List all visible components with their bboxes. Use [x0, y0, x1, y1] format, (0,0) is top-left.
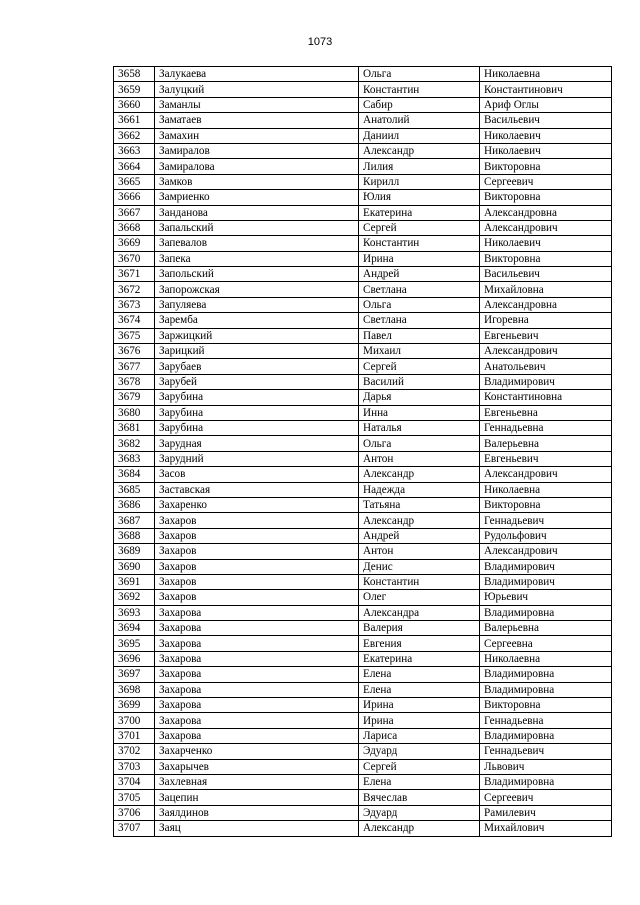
first-name-cell: Константин [359, 82, 480, 97]
first-name-cell: Елена [359, 774, 480, 789]
row-number-cell: 3664 [114, 159, 155, 174]
table-row [114, 497, 612, 512]
table-row [114, 513, 612, 528]
patronymic-cell: Евгеньевич [480, 451, 612, 466]
patronymic-cell: Валерьевна [480, 621, 612, 636]
last-name-cell: Захарченко [155, 744, 359, 759]
patronymic-cell: Николаевна [480, 651, 612, 666]
patronymic-cell: Викторовна [480, 698, 612, 713]
patronymic-cell: Васильевич [480, 113, 612, 128]
last-name-cell: Зарицкий [155, 344, 359, 359]
patronymic-cell: Александрович [480, 344, 612, 359]
row-number-cell: 3699 [114, 698, 155, 713]
table-row [114, 67, 612, 82]
table-row [114, 390, 612, 405]
row-number-cell: 3701 [114, 728, 155, 743]
last-name-cell: Зарубаев [155, 359, 359, 374]
first-name-cell: Ольга [359, 436, 480, 451]
table-row [114, 528, 612, 543]
first-name-cell: Андрей [359, 267, 480, 282]
patronymic-cell: Викторовна [480, 251, 612, 266]
table-row [114, 559, 612, 574]
table-row [114, 728, 612, 743]
last-name-cell: Заялдинов [155, 805, 359, 820]
patronymic-cell: Владимировна [480, 774, 612, 789]
patronymic-cell: Ариф Оглы [480, 97, 612, 112]
table-row [114, 805, 612, 820]
patronymic-cell: Геннадьевич [480, 744, 612, 759]
table-row [114, 636, 612, 651]
row-number-cell: 3687 [114, 513, 155, 528]
first-name-cell: Константин [359, 574, 480, 589]
row-number-cell: 3680 [114, 405, 155, 420]
patronymic-cell: Николаевич [480, 128, 612, 143]
row-number-cell: 3707 [114, 821, 155, 836]
last-name-cell: Запуляева [155, 297, 359, 312]
row-number-cell: 3661 [114, 113, 155, 128]
last-name-cell: Зарудная [155, 436, 359, 451]
last-name-cell: Зарубей [155, 374, 359, 389]
row-number-cell: 3660 [114, 97, 155, 112]
first-name-cell: Александра [359, 605, 480, 620]
last-name-cell: Залуцкий [155, 82, 359, 97]
table-row [114, 436, 612, 451]
last-name-cell: Заставская [155, 482, 359, 497]
table-row [114, 143, 612, 158]
first-name-cell: Александр [359, 821, 480, 836]
row-number-cell: 3692 [114, 590, 155, 605]
last-name-cell: Захаров [155, 544, 359, 559]
row-number-cell: 3658 [114, 67, 155, 82]
row-number-cell: 3679 [114, 390, 155, 405]
first-name-cell: Наталья [359, 420, 480, 435]
patronymic-cell: Игоревна [480, 313, 612, 328]
last-name-cell: Залукаева [155, 67, 359, 82]
first-name-cell: Инна [359, 405, 480, 420]
first-name-cell: Эдуард [359, 744, 480, 759]
patronymic-cell: Константиновна [480, 390, 612, 405]
table-row [114, 405, 612, 420]
table-row [114, 297, 612, 312]
first-name-cell: Александр [359, 513, 480, 528]
row-number-cell: 3705 [114, 790, 155, 805]
first-name-cell: Евгения [359, 636, 480, 651]
row-number-cell: 3668 [114, 220, 155, 235]
table-row [114, 205, 612, 220]
patronymic-cell: Владимировна [480, 682, 612, 697]
first-name-cell: Надежда [359, 482, 480, 497]
last-name-cell: Захаров [155, 590, 359, 605]
last-name-cell: Захарова [155, 682, 359, 697]
table-row [114, 744, 612, 759]
first-name-cell: Антон [359, 544, 480, 559]
patronymic-cell: Викторовна [480, 159, 612, 174]
last-name-cell: Зацепин [155, 790, 359, 805]
table-row [114, 328, 612, 343]
last-name-cell: Захарова [155, 728, 359, 743]
first-name-cell: Дарья [359, 390, 480, 405]
first-name-cell: Александр [359, 143, 480, 158]
patronymic-cell: Александровна [480, 297, 612, 312]
last-name-cell: Захаренко [155, 497, 359, 512]
last-name-cell: Запальский [155, 220, 359, 235]
last-name-cell: Захарова [155, 667, 359, 682]
last-name-cell: Замков [155, 174, 359, 189]
table-row [114, 190, 612, 205]
table-row [114, 97, 612, 112]
table-row [114, 82, 612, 97]
row-number-cell: 3703 [114, 759, 155, 774]
row-number-cell: 3665 [114, 174, 155, 189]
table-row [114, 605, 612, 620]
patronymic-cell: Викторовна [480, 497, 612, 512]
last-name-cell: Захарова [155, 713, 359, 728]
patronymic-cell: Владимировна [480, 667, 612, 682]
last-name-cell: Захарова [155, 651, 359, 666]
row-number-cell: 3689 [114, 544, 155, 559]
first-name-cell: Андрей [359, 528, 480, 543]
last-name-cell: Захарова [155, 605, 359, 620]
last-name-cell: Захлевная [155, 774, 359, 789]
table-row [114, 590, 612, 605]
row-number-cell: 3682 [114, 436, 155, 451]
row-number-cell: 3675 [114, 328, 155, 343]
table-row [114, 774, 612, 789]
last-name-cell: Замиралова [155, 159, 359, 174]
row-number-cell: 3663 [114, 143, 155, 158]
first-name-cell: Ирина [359, 251, 480, 266]
first-name-cell: Эдуард [359, 805, 480, 820]
last-name-cell: Запевалов [155, 236, 359, 251]
table-row [114, 682, 612, 697]
last-name-cell: Засов [155, 467, 359, 482]
patronymic-cell: Сергеевич [480, 174, 612, 189]
first-name-cell: Павел [359, 328, 480, 343]
table-row [114, 574, 612, 589]
page-number: 1073 [307, 36, 333, 48]
last-name-cell: Захарова [155, 698, 359, 713]
patronymic-cell: Анатольевич [480, 359, 612, 374]
first-name-cell: Михаил [359, 344, 480, 359]
table-row [114, 698, 612, 713]
patronymic-cell: Михайловна [480, 282, 612, 297]
last-name-cell: Зарудний [155, 451, 359, 466]
table-row [114, 790, 612, 805]
last-name-cell: Запека [155, 251, 359, 266]
row-number-cell: 3691 [114, 574, 155, 589]
first-name-cell: Ирина [359, 698, 480, 713]
patronymic-cell: Рамилевич [480, 805, 612, 820]
patronymic-cell: Васильевич [480, 267, 612, 282]
table-row [114, 113, 612, 128]
patronymic-cell: Владимирович [480, 559, 612, 574]
first-name-cell: Анатолий [359, 113, 480, 128]
table-row [114, 236, 612, 251]
row-number-cell: 3706 [114, 805, 155, 820]
table-row [114, 282, 612, 297]
row-number-cell: 3676 [114, 344, 155, 359]
patronymic-cell: Рудольфович [480, 528, 612, 543]
first-name-cell: Сергей [359, 759, 480, 774]
table-row [114, 344, 612, 359]
patronymic-cell: Николаевич [480, 143, 612, 158]
patronymic-cell: Александрович [480, 467, 612, 482]
first-name-cell: Ирина [359, 713, 480, 728]
patronymic-cell: Сергеевна [480, 636, 612, 651]
table-row [114, 544, 612, 559]
row-number-cell: 3678 [114, 374, 155, 389]
table-row [114, 467, 612, 482]
last-name-cell: Заманлы [155, 97, 359, 112]
first-name-cell: Антон [359, 451, 480, 466]
row-number-cell: 3662 [114, 128, 155, 143]
first-name-cell: Даниил [359, 128, 480, 143]
row-number-cell: 3698 [114, 682, 155, 697]
row-number-cell: 3697 [114, 667, 155, 682]
row-number-cell: 3696 [114, 651, 155, 666]
table-row [114, 128, 612, 143]
table-row [114, 821, 612, 836]
last-name-cell: Замахин [155, 128, 359, 143]
patronymic-cell: Львович [480, 759, 612, 774]
row-number-cell: 3677 [114, 359, 155, 374]
patronymic-cell: Александрович [480, 544, 612, 559]
patronymic-cell: Евгеньевна [480, 405, 612, 420]
first-name-cell: Татьяна [359, 497, 480, 512]
table-row [114, 482, 612, 497]
patronymic-cell: Викторовна [480, 190, 612, 205]
first-name-cell: Екатерина [359, 651, 480, 666]
patronymic-cell: Евгеньевич [480, 328, 612, 343]
last-name-cell: Зарубина [155, 420, 359, 435]
last-name-cell: Захаров [155, 559, 359, 574]
row-number-cell: 3671 [114, 267, 155, 282]
row-number-cell: 3681 [114, 420, 155, 435]
last-name-cell: Занданова [155, 205, 359, 220]
patronymic-cell: Геннадьевна [480, 420, 612, 435]
patronymic-cell: Сергеевич [480, 790, 612, 805]
last-name-cell: Запорожская [155, 282, 359, 297]
row-number-cell: 3688 [114, 528, 155, 543]
row-number-cell: 3683 [114, 451, 155, 466]
last-name-cell: Захаров [155, 574, 359, 589]
last-name-cell: Заматаев [155, 113, 359, 128]
patronymic-cell: Николаевна [480, 67, 612, 82]
row-number-cell: 3666 [114, 190, 155, 205]
row-number-cell: 3684 [114, 467, 155, 482]
first-name-cell: Ольга [359, 67, 480, 82]
first-name-cell: Константин [359, 236, 480, 251]
last-name-cell: Зарубина [155, 405, 359, 420]
row-number-cell: 3700 [114, 713, 155, 728]
last-name-cell: Заяц [155, 821, 359, 836]
last-name-cell: Захарычев [155, 759, 359, 774]
patronymic-cell: Владимирович [480, 574, 612, 589]
row-number-cell: 3667 [114, 205, 155, 220]
roster-body [114, 67, 612, 837]
last-name-cell: Захаров [155, 528, 359, 543]
first-name-cell: Сергей [359, 220, 480, 235]
first-name-cell: Александр [359, 467, 480, 482]
table-row [114, 174, 612, 189]
table-row [114, 667, 612, 682]
row-number-cell: 3693 [114, 605, 155, 620]
table-row [114, 220, 612, 235]
patronymic-cell: Николаевич [480, 236, 612, 251]
table-row [114, 359, 612, 374]
table-row [114, 713, 612, 728]
patronymic-cell: Николаевна [480, 482, 612, 497]
first-name-cell: Светлана [359, 313, 480, 328]
patronymic-cell: Владимирович [480, 374, 612, 389]
first-name-cell: Лилия [359, 159, 480, 174]
last-name-cell: Зарубина [155, 390, 359, 405]
row-number-cell: 3685 [114, 482, 155, 497]
first-name-cell: Ольга [359, 297, 480, 312]
patronymic-cell: Геннадьевна [480, 713, 612, 728]
last-name-cell: Заржицкий [155, 328, 359, 343]
patronymic-cell: Александровна [480, 205, 612, 220]
row-number-cell: 3686 [114, 497, 155, 512]
patronymic-cell: Александрович [480, 220, 612, 235]
row-number-cell: 3702 [114, 744, 155, 759]
row-number-cell: 3695 [114, 636, 155, 651]
patronymic-cell: Константинович [480, 82, 612, 97]
patronymic-cell: Юрьевич [480, 590, 612, 605]
table-row [114, 621, 612, 636]
first-name-cell: Екатерина [359, 205, 480, 220]
table-row [114, 159, 612, 174]
table-row [114, 267, 612, 282]
first-name-cell: Валерия [359, 621, 480, 636]
patronymic-cell: Валерьевна [480, 436, 612, 451]
table-row [114, 651, 612, 666]
last-name-cell: Замриенко [155, 190, 359, 205]
first-name-cell: Вячеслав [359, 790, 480, 805]
table-row [114, 251, 612, 266]
row-number-cell: 3670 [114, 251, 155, 266]
first-name-cell: Василий [359, 374, 480, 389]
roster-table [113, 66, 612, 837]
first-name-cell: Олег [359, 590, 480, 605]
first-name-cell: Елена [359, 682, 480, 697]
row-number-cell: 3674 [114, 313, 155, 328]
first-name-cell: Лариса [359, 728, 480, 743]
row-number-cell: 3704 [114, 774, 155, 789]
row-number-cell: 3672 [114, 282, 155, 297]
first-name-cell: Денис [359, 559, 480, 574]
row-number-cell: 3673 [114, 297, 155, 312]
first-name-cell: Юлия [359, 190, 480, 205]
first-name-cell: Светлана [359, 282, 480, 297]
row-number-cell: 3669 [114, 236, 155, 251]
last-name-cell: Замиралов [155, 143, 359, 158]
patronymic-cell: Владимировна [480, 728, 612, 743]
table-row [114, 374, 612, 389]
first-name-cell: Елена [359, 667, 480, 682]
patronymic-cell: Владимировна [480, 605, 612, 620]
table-row [114, 451, 612, 466]
row-number-cell: 3690 [114, 559, 155, 574]
last-name-cell: Заремба [155, 313, 359, 328]
last-name-cell: Захарова [155, 621, 359, 636]
first-name-cell: Сергей [359, 359, 480, 374]
patronymic-cell: Михайлович [480, 821, 612, 836]
last-name-cell: Захарова [155, 636, 359, 651]
patronymic-cell: Геннадьевич [480, 513, 612, 528]
table-row [114, 313, 612, 328]
first-name-cell: Кирилл [359, 174, 480, 189]
last-name-cell: Запольский [155, 267, 359, 282]
table-row [114, 759, 612, 774]
row-number-cell: 3694 [114, 621, 155, 636]
last-name-cell: Захаров [155, 513, 359, 528]
first-name-cell: Сабир [359, 97, 480, 112]
table-row [114, 420, 612, 435]
row-number-cell: 3659 [114, 82, 155, 97]
